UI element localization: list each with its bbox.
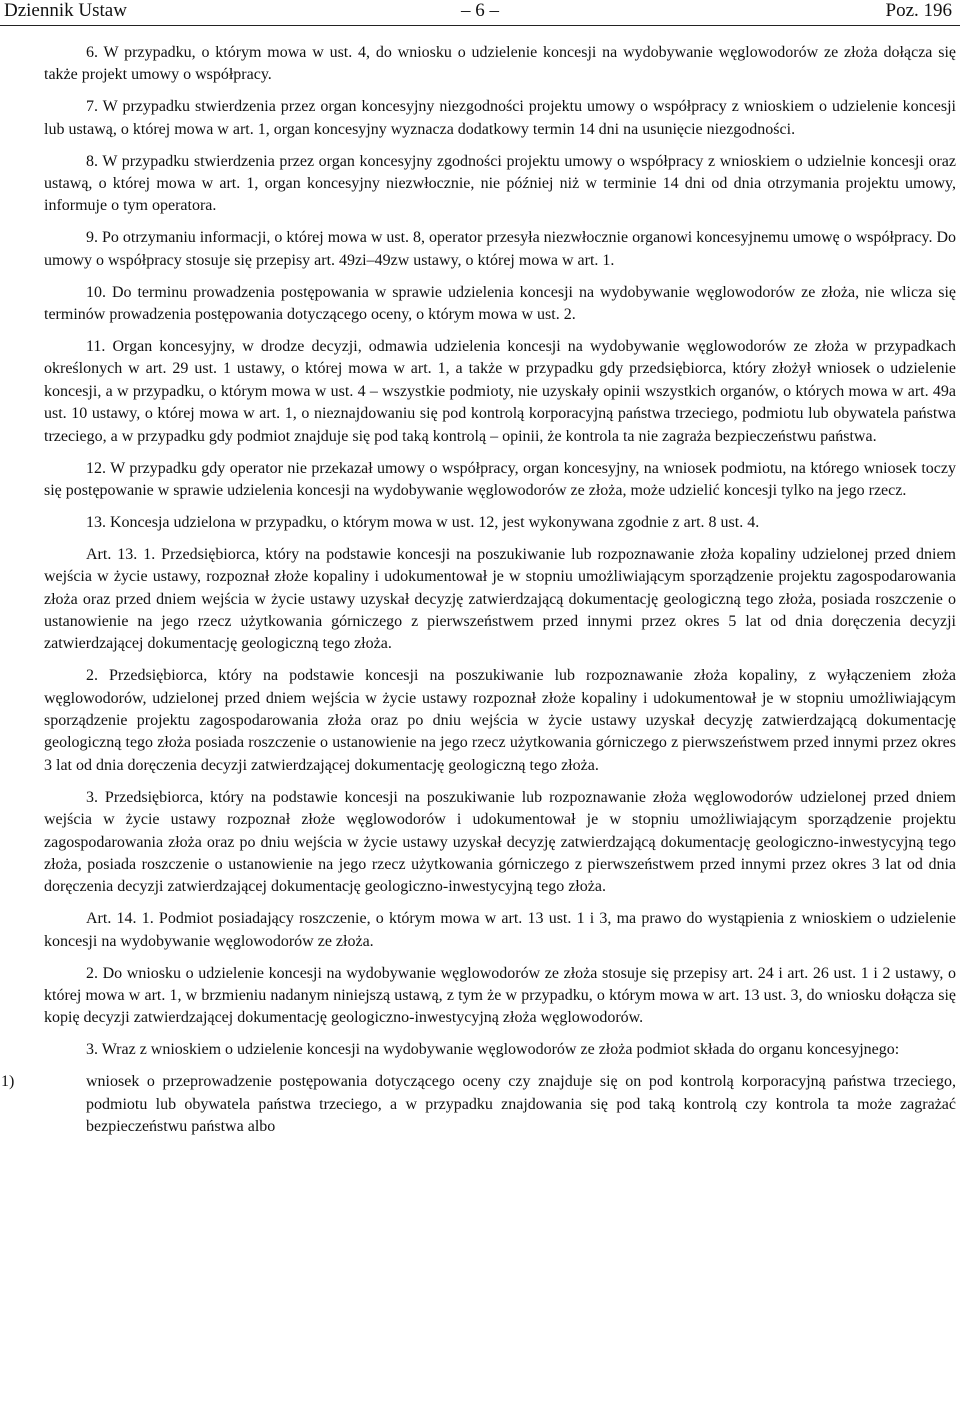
paragraph-ust-12: 12. W przypadku gdy operator nie przekazał umowy o współpracy, organ koncesyjny, na wniosek podmiotu, na którego wniosek toczy się postępowanie w sprawie udzielenia koncesji na wydobywanie węglowodorów ze złoża, może udzielić koncesji tylko na jego rzecz.: [44, 459, 956, 499]
paragraph-ust-6: 6. W przypadku, o którym mowa w ust. 4, do wniosku o udzielenie koncesji na wydobywanie węglowodorów ze złoża dołącza się także projekt umowy o współpracy.: [44, 44, 956, 84]
header-divider: [0, 25, 960, 26]
paragraph-ust-8: 8. W przypadku stwierdzenia przez organ koncesyjny zgodności projektu umowy o współpracy z wnioskiem o udzielnie koncesji oraz ustawą, o której mowa w art. 1, organ koncesyjny niezwłocznie, nie później niż w terminie 14 dni od dnia otrzymania projektu umowy, informuje o tym operatora.: [44, 152, 956, 215]
position-number: Poz. 196: [885, 0, 952, 21]
list-item-number: 1): [1, 1073, 15, 1091]
paragraph-art-14-ust-3: 3. Wraz z wnioskiem o udzielenie koncesji na wydobywanie węglowodorów ze złoża podmiot składa do organu koncesyjnego:: [86, 1041, 900, 1059]
page-number: – 6 –: [461, 0, 499, 21]
document-body: [1, 42, 956, 1138]
journal-title: Dziennik Ustaw: [4, 0, 127, 21]
paragraph-ust-9: 9. Po otrzymaniu informacji, o której mowa w ust. 8, operator przesyła niezwłocznie organowi koncesyjnemu umowę o współpracy. Do umowy o współpracy stosuje się przepisy art. 49zi–49zw ustawy, o której mowa w art. 1.: [44, 229, 956, 269]
paragraph-ust-10: 10. Do terminu prowadzenia postępowania w sprawie udzielenia koncesji na wydobywanie węglowodorów ze złoża, nie wlicza się terminów prowadzenia postępowania dotyczącego oceny, o którym mowa w ust. 2.: [44, 283, 956, 324]
list-item-text: wniosek o przeprowadzenie postępowania dotyczącego oceny czy znajduje się on pod kontrolą korporacyjną państwa trzeciego, podmiotu lub obywatela państwa trzeciego, a w przypadku znajdowania się pod taką kontrolą czy kontrola ta może zagrażać bezpieczeństwu państwa albo: [86, 1073, 956, 1136]
page-header: [0, 0, 960, 24]
paragraph-ust-11: 11. Organ koncesyjny, w drodze decyzji, odmawia udzielenia koncesji na wydobywanie węglowodorów ze złoża w przypadkach określonych w art. 29 ust. 1 ustawy, o której mowa w art. 1, a także w przypadku gdy przedsiębiorca, który złożył wniosek o udzielenie koncesji, a w przypadku, o którym mowa w ust. 4 – wszystkie podmioty, nie uzyskały opinii wszystkich organów, o których mowa w art. 49a ust. 10 ustawy, o której mowa w art. 1, o nieznajdowaniu się pod kontrolą korporacyjną państwa trzeciego, podmiotu lub obywatela państwa trzeciego, a w przypadku gdy podmiot znajduje się pod taką kontrolą – opinii, że kontrola ta nie zagraża bezpieczeństwu państwa.: [44, 337, 956, 445]
list-item: [1, 1071, 956, 1138]
paragraph-ust-7: 7. W przypadku stwierdzenia przez organ koncesyjny niezgodności projektu umowy o współpracy z wnioskiem o udzielenie koncesji lub ustawą, o której mowa w art. 1, organ koncesyjny wyznacza dodatkowy termin 14 dni na usunięcie niezgodności.: [44, 98, 956, 138]
paragraph-art-13-ust-2: 2. Przedsiębiorca, który na podstawie koncesji na poszukiwanie lub rozpoznawanie złoża kopaliny, z wyłączeniem złoża węglowodorów, udzielonej przed dniem wejścia w życie ustawy rozpoznał złoże kopaliny i udokumentował je w stopniu umożliwiającym sporządzenie projektu zagospodarowania złoża oraz po dniu wejścia w życie ustawy uzyskał decyzję zatwierdzającą dokumentację geologiczną tego złoża posiada roszczenie o ustanowienie na jego rzecz użytkowania górniczego z pierwszeństwem przed innymi przez okres 3 lat od dnia doręczenia decyzji zatwierdzającej dokumentację geologiczną tego złoża.: [44, 667, 956, 774]
paragraph-ust-13: 13. Koncesja udzielona w przypadku, o którym mowa w ust. 12, jest wykonywana zgodnie z art. 8 ust. 4.: [86, 513, 760, 531]
paragraph-art-14-ust-1: Art. 14. 1. Podmiot posiadający roszczenie, o którym mowa w art. 13 ust. 1 i 3, ma prawo do wystąpienia z wnioskiem o udzielenie koncesji na wydobywanie węglowodorów ze złoża.: [44, 910, 956, 950]
paragraph-art-13-ust-1: Art. 13. 1. Przedsiębiorca, który na podstawie koncesji na poszukiwanie lub rozpoznawanie złoża kopaliny udzielonej przed dniem wejścia w życie ustawy, rozpoznał złoże kopaliny i udokumentował je w stopniu umożliwiającym sporządzenie projektu zagospodarowania złoża oraz przed dniem wejścia w życie ustawy uzyskał decyzję zatwierdzającą dokumentację geologiczną tego złoża, posiada roszczenie o ustanowienie na jego rzecz użytkowania górniczego z pierwszeństwem przed innymi przez okres 5 lat od dnia doręczenia decyzji zatwierdzającej dokumentację geologiczną tego złoża.: [44, 545, 956, 653]
paragraph-art-13-ust-3: 3. Przedsiębiorca, który na podstawie koncesji na poszukiwanie lub rozpoznawanie złoża węglowodorów udzielonej przed dniem wejścia w życie ustawy rozpoznał złoże węglowodorów i udokumentował je w stopniu umożliwiającym sporządzenie projektu zagospodarowania złoża oraz po dniu wejścia w życie ustawy uzyskał decyzję zatwierdzającą dokumentację geologiczno-inwestycyjną tego złoża, posiada roszczenie o ustanowienie na jego rzecz użytkowania górniczego z pierwszeństwem przed innymi przez okres 3 lat od dnia doręczenia decyzji zatwierdzającej dokumentację geologiczno-inwestycyjną tego złoża.: [44, 788, 956, 896]
paragraph-art-14-ust-2: 2. Do wniosku o udzielenie koncesji na wydobywanie węglowodorów ze złoża stosuje się przepisy art. 24 i art. 26 ust. 1 i 2 ustawy, o której mowa w art. 1, w brzmieniu nadanym niniejszą ustawą, z tym że w przypadku, o którym mowa w art. 13 ust. 3, do wniosku dołącza się kopię decyzji zatwierdzającej dokumentację geologiczno-inwestycyjną złoża węglowodorów.: [44, 964, 956, 1027]
